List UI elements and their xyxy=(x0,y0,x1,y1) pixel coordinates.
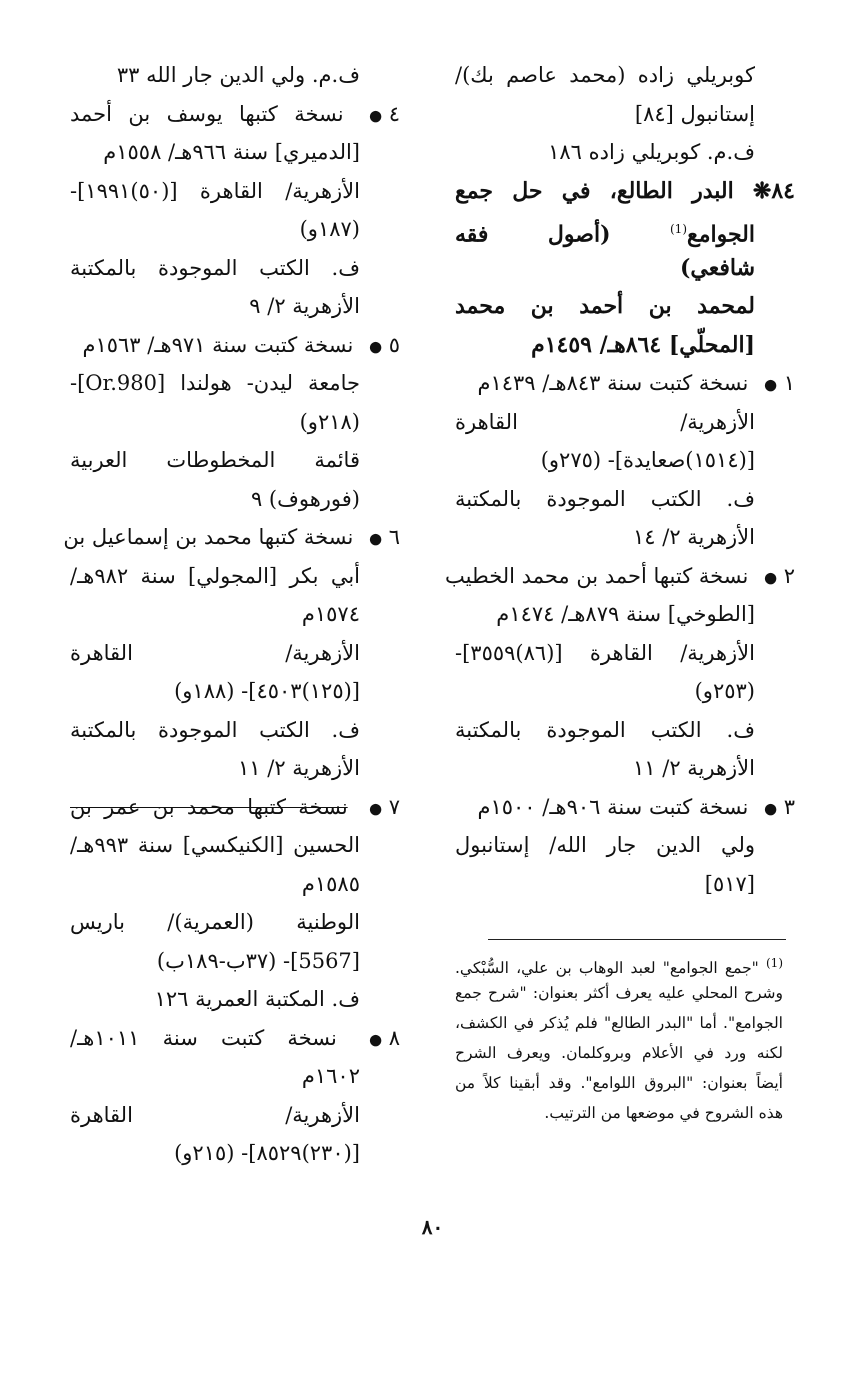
bullet-icon: ● xyxy=(368,105,383,124)
footnote-line: لكنه ورد في الأعلام وبروكلمان. ويعرف الشرح xyxy=(455,1044,783,1062)
bullet-icon: ● xyxy=(368,336,383,355)
copy-line: ١٦٠٢م xyxy=(301,1064,360,1088)
copy-line: أبي بكر [المجولي] سنة ٩٨٢هـ/ xyxy=(70,563,360,588)
copy-line: ف. الكتب الموجودة بالمكتبة xyxy=(455,486,755,511)
bullet-icon: ● xyxy=(368,529,383,548)
copy-line: ف. المكتبة العمرية ١٢٦ xyxy=(154,987,360,1011)
copy-first-line: ٧ ● نسخة كتبها محمد بن عمر بن xyxy=(70,794,400,819)
copy-line: [(١٥١٤)صعايدة]- (٢٧٥و) xyxy=(540,448,755,472)
top-entry-line: ف.م. كوبريلي زاده ١٨٦ xyxy=(548,140,755,164)
copy-line: (٢١٨و) xyxy=(299,409,360,434)
top-entry-line: إستانبول [٨٤] xyxy=(634,101,755,126)
copy-line: ف. الكتب الموجودة بالمكتبة xyxy=(70,717,360,742)
bullet-icon: ● xyxy=(763,798,778,817)
copy-line: الأزهرية ٢/ ١١ xyxy=(237,756,360,780)
footnote-line: $^{(1)}$ "جمع الجوامع" لعبد الوهاب بن علي، السُّبْكي. xyxy=(455,956,783,978)
copy-line: الأزهرية/ القاهرة xyxy=(70,640,360,665)
copy-line: جامعة ليدن- هولندا [Or.980]- xyxy=(70,371,360,395)
bullet-icon: ● xyxy=(763,567,778,586)
copy-line: الأزهرية/ القاهرة [(٨٦)٣٥٥٩]- xyxy=(455,640,755,665)
copy-first-line: ٢ ● نسخة كتبها أحمد بن محمد الخطيب xyxy=(445,563,795,588)
footnote-line: وشرح المحلي عليه يعرف أكثر بعنوان: "شرح جمع xyxy=(455,984,783,1002)
work-number: ٨٤ xyxy=(771,177,795,204)
footnote-line: أيضاً بعنوان: "البروق اللوامع". وقد أبقينا كلاً من xyxy=(455,1074,783,1092)
copy-line: قائمة المخطوطات العربية xyxy=(70,448,360,472)
copy-first-line: ٨ ● نسخة كتبت سنة ١٠١١هـ/ xyxy=(70,1025,400,1050)
copy-line: الأزهرية/ القاهرة xyxy=(455,409,755,434)
copy-line: [(١٢٥)٤٥٠٣]- (١٨٨و) xyxy=(174,679,360,703)
work-title: البدر الطالع، في حل جمع xyxy=(455,177,734,204)
copy-line: [5567]- (٣٧ب-١٨٩ب) xyxy=(156,948,360,973)
copy-line: الأزهرية/ القاهرة xyxy=(70,1102,360,1127)
copy-line: ١٥٧٤م xyxy=(301,602,360,626)
copy-line: الوطنية (العمرية)/ باريس xyxy=(70,910,360,934)
footnote-divider xyxy=(488,939,786,940)
copy-first-line: ٤ ● نسخة كتبها يوسف بن أحمد xyxy=(70,101,400,126)
copy-line: [(٢٣٠)٨٥٢٩]- (٢١٥و) xyxy=(174,1141,360,1165)
copy-line: الحسين [الكنيكسي] سنة ٩٩٣هـ/ xyxy=(70,833,360,857)
copy-first-line: ٣ ● نسخة كتبت سنة ٩٠٦هـ/ ١٥٠٠م xyxy=(477,794,795,819)
copy-line: ف. الكتب الموجودة بالمكتبة xyxy=(70,255,360,280)
copy-line: الأزهرية ٢/ ١١ xyxy=(632,756,755,780)
bullet-icon: ● xyxy=(368,798,383,817)
copy-line: الأزهرية ٢/ ٩ xyxy=(249,294,360,318)
work-author-line: لمحمد بن أحمد بن محمد xyxy=(455,293,755,319)
copy-line: ولي الدين جار الله/ إستانبول xyxy=(455,833,755,857)
footnote-ref: (1) xyxy=(669,222,687,236)
right-column xyxy=(445,56,795,903)
copy-first-line: ٥ ● نسخة كتبت سنة ٩٧١هـ/ ١٥٦٣م xyxy=(82,332,400,357)
copy-first-line: ٦ ● نسخة كتبها محمد بن إسماعيل بن xyxy=(63,525,400,549)
copy-line: ١٥٨٥م xyxy=(301,871,360,896)
footnote-marker: (1) xyxy=(765,956,783,970)
copy-line: الأزهرية ٢/ ١٤ xyxy=(632,525,755,549)
footnote xyxy=(455,948,783,1128)
copy-line: (٢٥٣و) xyxy=(694,679,755,703)
copy-line: [٥١٧] xyxy=(704,871,755,896)
page-number: ٨٠ xyxy=(421,1215,444,1239)
copy-line: [الطوخي] سنة ٨٧٩هـ/ ١٤٧٤م xyxy=(496,602,755,626)
left-column xyxy=(63,56,400,1173)
top-line: ف.م. ولي الدين جار الله ٣٣ xyxy=(116,63,360,87)
footnote-line: الجوامع". أما "البدر الطالع" فلم يُذكر في الكشف، xyxy=(455,1014,783,1032)
copy-line: (١٨٧و) xyxy=(299,217,360,241)
copy-line: الأزهرية/ القاهرة [(٥٠)١٩٩١]- xyxy=(70,178,360,203)
footnote-line: هذه الشروح في موضعها من الترتيب. xyxy=(544,1104,783,1122)
copy-line: ف. الكتب الموجودة بالمكتبة xyxy=(455,717,755,742)
bullet-icon: ● xyxy=(368,1029,383,1048)
bullet-icon: ● xyxy=(763,375,778,394)
copy-line: (فورهوف) ٩ xyxy=(250,486,360,511)
copy-line: [الدميري] سنة ٩٦٦هـ/ ١٥٥٨م xyxy=(103,140,360,164)
work-title-line xyxy=(455,172,795,211)
work-author-line: [المحلّي] ٨٦٤هـ/ ١٤٥٩م xyxy=(531,331,755,358)
copy-first-line: ١ ● نسخة كتبت سنة ٨٤٣هـ/ ١٤٣٩م xyxy=(477,371,795,395)
work-marker-icon: ❋ xyxy=(752,177,772,204)
work-title-line: شافعي) xyxy=(679,254,755,281)
top-entry-line: كوبريلي زاده (محمد عاصم بك)/ xyxy=(455,63,755,87)
work-title-line: الجوامع$^{(1)}$ (أصول فقه xyxy=(455,221,755,248)
